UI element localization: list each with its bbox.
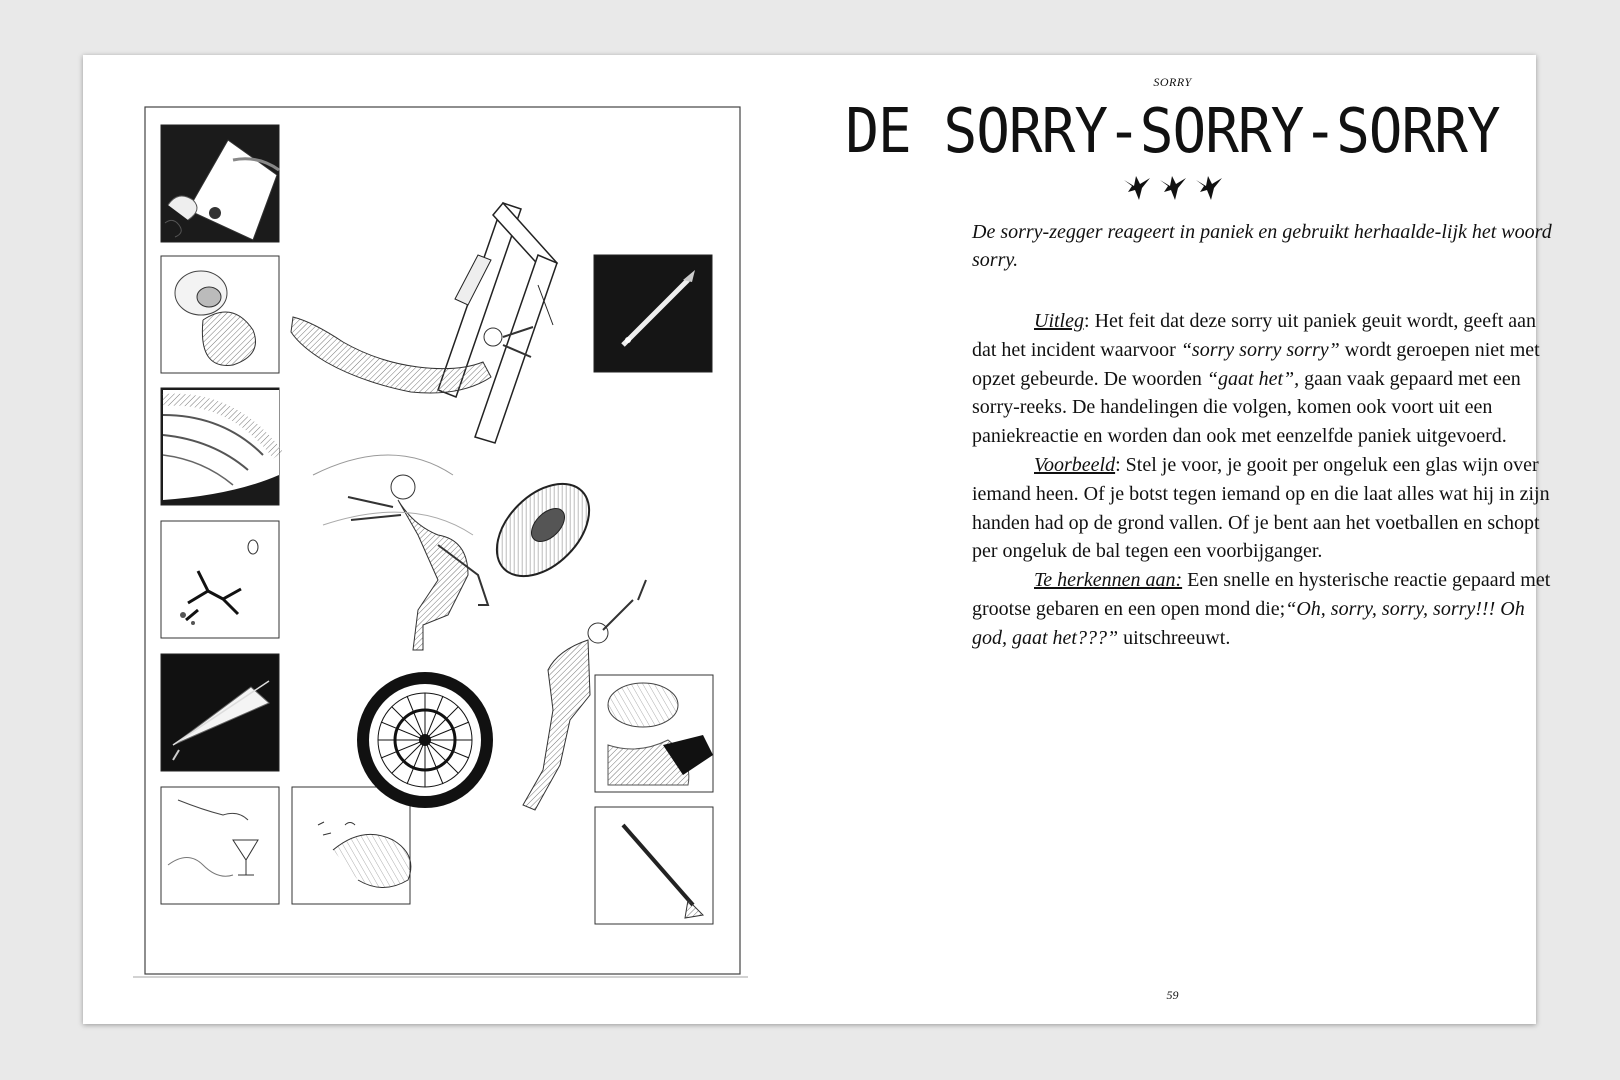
bird-icon bbox=[1158, 172, 1188, 202]
quote-text: “Oh, sorry, sorry, sorry!!! Oh god, gaat het???” bbox=[972, 597, 1525, 649]
paragraph-text: wordt geroepen niet met opzet gebeurde. De woorden bbox=[972, 338, 1540, 390]
bird-icon bbox=[1194, 172, 1224, 202]
paragraph-uitleg bbox=[972, 307, 1562, 451]
panel-glass-head bbox=[161, 256, 279, 373]
paragraph-herkennen bbox=[972, 566, 1562, 652]
drawing-dartboard bbox=[363, 678, 487, 802]
bird-icon bbox=[1122, 172, 1152, 202]
body-text bbox=[972, 307, 1562, 653]
drawing-thrower bbox=[313, 455, 488, 650]
panel-football-player bbox=[595, 675, 713, 792]
drawing-falling-frame bbox=[438, 203, 557, 443]
paragraph-voorbeeld bbox=[972, 451, 1562, 566]
paragraph-text: Stel je voor, je gooit per ongeluk een glas wijn over iemand heen. Of je botst tegen iemand op en die laat alles wat hij in zijn handen had op de grond vallen. Of je bent aan het voetballen en schopt per ongeluk de bal tegen een voorbijganger. bbox=[972, 453, 1550, 563]
paragraph-text: gaan vaak gepaard met een sorry-reeks. De handelingen die volgen, komen ook voort uit een paniekreactie en worden dan ook met eenzelfde paniek uitgevoerd. bbox=[972, 367, 1521, 448]
panel-dart-dark bbox=[594, 255, 712, 372]
label-herkennen: Te herkennen aan: bbox=[1034, 569, 1183, 592]
label-voorbeeld: Voorbeeld bbox=[1034, 453, 1116, 476]
pencil-illustration bbox=[83, 55, 809, 1024]
page-number: 59 bbox=[1166, 988, 1179, 1002]
quote-text: “sorry sorry sorry” bbox=[1180, 338, 1340, 361]
intro-text: De sorry-zegger reageert in paniek en gebruikt herhaalde-lijk het woord sorry. bbox=[972, 221, 1552, 271]
paragraph-text: Het feit dat deze sorry uit paniek geuit wordt, geeft aan dat het incident waarvoor bbox=[972, 310, 1537, 361]
label-uitleg: Uitleg bbox=[1034, 310, 1084, 332]
panel-martini bbox=[161, 787, 279, 904]
paragraph-text: uitschreeuwt. bbox=[1118, 626, 1231, 649]
page-title: DE SORRY-SORRY-SORRY bbox=[845, 95, 1500, 168]
panel-plate bbox=[161, 388, 279, 505]
panel-bump bbox=[292, 787, 411, 904]
panel-umbrella bbox=[161, 654, 279, 771]
book-spread bbox=[83, 55, 1552, 1024]
quote-text: “gaat het”, bbox=[1206, 367, 1300, 390]
panel-wine-spill bbox=[161, 125, 279, 242]
paragraph-text: Een snelle en hysterische reactie gepaard met grootse gebaren en een open mond die; bbox=[972, 569, 1551, 620]
right-page bbox=[809, 55, 1552, 1024]
label-colon: : bbox=[1115, 453, 1121, 476]
left-page bbox=[83, 55, 809, 1024]
label-colon: : bbox=[1084, 310, 1090, 332]
panel-dart bbox=[595, 807, 713, 924]
running-head: SORRY bbox=[1153, 75, 1192, 89]
drawing-frisbee bbox=[479, 466, 606, 593]
panel-fallen-person bbox=[161, 521, 279, 638]
rating bbox=[809, 172, 1536, 207]
